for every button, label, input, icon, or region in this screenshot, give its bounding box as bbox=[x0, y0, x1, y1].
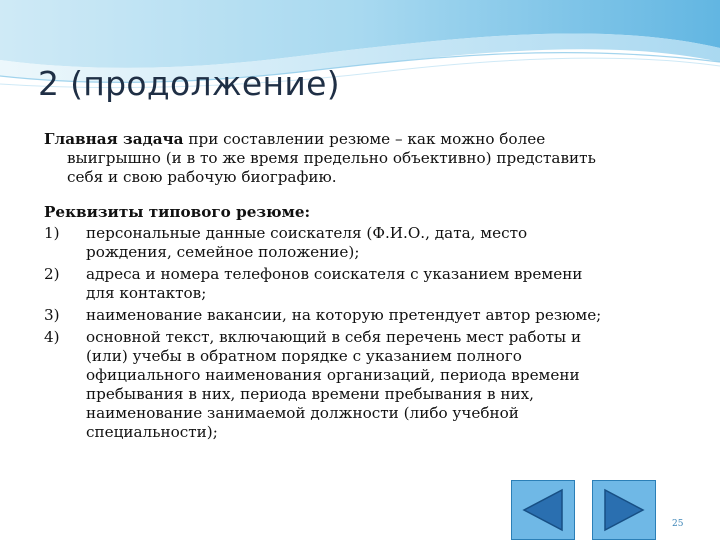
intro-bold-phrase: Главная задача bbox=[44, 130, 184, 148]
list-item-line: для контактов; bbox=[86, 284, 207, 302]
requisites-list bbox=[44, 224, 694, 442]
list-item-line: официального наименования организаций, периода времени bbox=[86, 366, 580, 384]
list-item-line: пребывания в них, периода времени пребывания в них, bbox=[86, 385, 534, 403]
list-item-line: персональные данные соискателя (Ф.И.О., дата, место bbox=[86, 224, 528, 242]
list-item-line: рождения, семейное положение); bbox=[86, 243, 360, 261]
list-item-line: (или) учебы в обратном порядке с указанием полного bbox=[86, 347, 522, 365]
list-item-line: адреса и номера телефонов соискателя с указанием времени bbox=[86, 265, 583, 283]
list-item-line: наименование вакансии, на которую претендует автор резюме; bbox=[86, 306, 602, 324]
list-item-line: основной текст, включающий в себя перечень мест работы и bbox=[86, 328, 582, 346]
list-item bbox=[44, 265, 694, 303]
list-item-line: наименование занимаемой должности (либо учебной bbox=[86, 404, 519, 422]
triangle-right-icon bbox=[593, 481, 655, 539]
list-item bbox=[44, 328, 694, 442]
list-item bbox=[44, 224, 694, 262]
requisites-heading: Реквизиты типового резюме: bbox=[44, 203, 311, 221]
intro-line-2: выигрышно (и в то же время предельно объективно) представить bbox=[67, 149, 596, 167]
intro-text-1: при составлении резюме – как можно более bbox=[183, 130, 546, 148]
slide-content bbox=[44, 130, 694, 445]
list-item bbox=[44, 306, 694, 325]
list-item-number: 2) bbox=[44, 265, 60, 283]
list-item-number: 1) bbox=[44, 224, 60, 242]
slide-title: 2 (продолжение) bbox=[38, 64, 340, 103]
previous-slide-button[interactable] bbox=[511, 480, 575, 540]
intro-line-1 bbox=[44, 130, 694, 149]
triangle-left-icon bbox=[512, 481, 574, 539]
list-item-line: специальности); bbox=[86, 423, 218, 441]
next-slide-button[interactable] bbox=[592, 480, 656, 540]
list-item-number: 3) bbox=[44, 306, 60, 324]
intro-line-3: себя и свою рабочую биографию. bbox=[67, 168, 337, 186]
list-item-number: 4) bbox=[44, 328, 60, 346]
page-number: 25 bbox=[672, 519, 684, 529]
